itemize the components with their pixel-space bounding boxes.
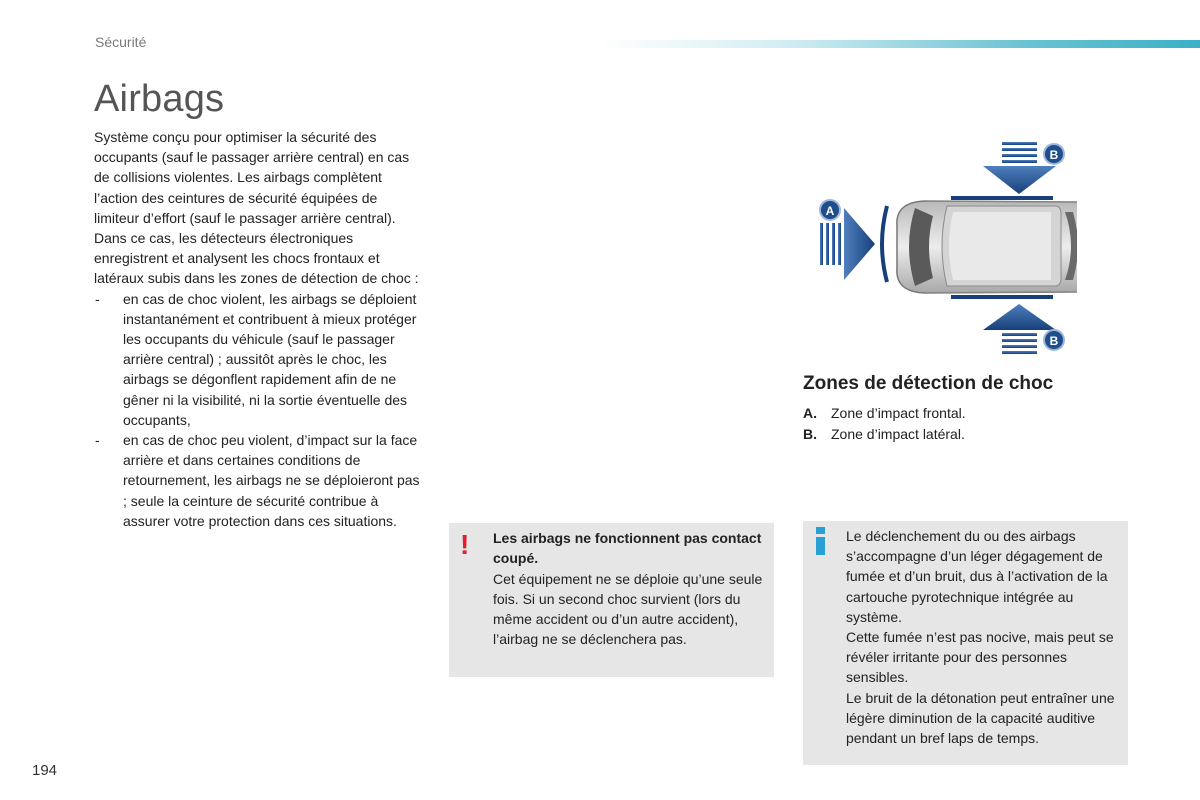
- info-box: [803, 521, 1128, 765]
- bullet-text: en cas de choc violent, les airbags se déploient instantanément et contribuent à mieux protéger les occupants du véhicule (sauf le passager arrière central) ; aussitôt après le choc, les airbags se dégonflent rapidement afin de ne gêner ni la visibilité, ni la sortie éventuelle des occupants,: [123, 290, 417, 428]
- list-item: [94, 430, 424, 531]
- info-paragraph: Cette fumée n’est pas nocive, mais peut se révéler irritante pour des personnes sensibles.: [846, 629, 1114, 686]
- side-impact-arrow-bottom: [983, 304, 1056, 354]
- intro-bullet-list: [94, 289, 424, 531]
- intro-paragraph-2: Dans ce cas, les détecteurs électroniques enregistrent et analysent les chocs frontaux et latéraux subis dans les zones de détection de choc :: [94, 230, 419, 287]
- car-top-view: [897, 201, 1077, 293]
- info-paragraph: Le déclenchement du ou des airbags s’accompagne d’un léger dégagement de fumée et d’un bruit, dus à l’activation de la cartouche pyrotechnique intégrée au système.: [846, 528, 1108, 625]
- intro-text: [94, 127, 424, 531]
- zone-a-label: A: [825, 204, 835, 218]
- page-number: 194: [32, 762, 58, 779]
- zones-heading: Zones de détection de choc: [803, 373, 1054, 394]
- list-item: [803, 403, 966, 424]
- zone-b-badge-top: [1044, 144, 1064, 164]
- zone-key: B.: [803, 425, 817, 442]
- section-label: Sécurité: [95, 34, 147, 50]
- info-text: [846, 526, 1124, 748]
- warning-text: [493, 528, 763, 650]
- bullet-dash: -: [95, 290, 100, 307]
- zone-key: A.: [803, 405, 817, 421]
- warning-title: Les airbags ne fonctionnent pas contact coupé.: [493, 530, 762, 567]
- bullet-dash: -: [95, 432, 100, 449]
- zone-b-label: B: [1049, 148, 1059, 162]
- zone-a-badge: [820, 200, 840, 220]
- info-icon: [814, 527, 828, 555]
- bullet-text: en cas de choc peu violent, d’impact sur la face arrière et dans certaines conditions de retournement, les airbags ne se déploieront pas ; seule la ceinture de sécurité contribue à assurer votre protection dans ces situations.: [123, 432, 420, 529]
- warning-body: Cet équipement ne se déploie qu’une seule fois. Si un second choc survient (lors du même accident ou d’un autre accident), l’airbag ne se déclenchera pas.: [493, 570, 763, 648]
- list-item: [803, 424, 966, 445]
- impact-zones-figure: [815, 138, 1077, 356]
- intro-paragraph-1: Système conçu pour optimiser la sécurité des occupants (sauf le passager arrière central) en cas de collisions violentes. Les airbags complètent l’action des ceintures de sécurité équipées de limiteur d’effort (sauf le passager arrière central).: [94, 129, 410, 226]
- warning-box: [449, 523, 774, 677]
- zone-description: Zone d’impact frontal.: [831, 405, 966, 421]
- zone-b-label: B: [1049, 334, 1059, 348]
- page-title: Airbags: [94, 78, 225, 120]
- zone-b-badge-bottom: [1044, 330, 1064, 350]
- front-zone-line: [882, 206, 887, 282]
- zones-list: [803, 403, 966, 444]
- warning-icon: !: [460, 529, 470, 560]
- zone-description: Zone d’impact latéral.: [831, 425, 965, 442]
- list-item: [94, 289, 424, 430]
- info-paragraph: Le bruit de la détonation peut entraîner une légère diminution de la capacité auditive pendant un bref laps de temps.: [846, 689, 1115, 747]
- header-accent-bar: [600, 40, 1200, 48]
